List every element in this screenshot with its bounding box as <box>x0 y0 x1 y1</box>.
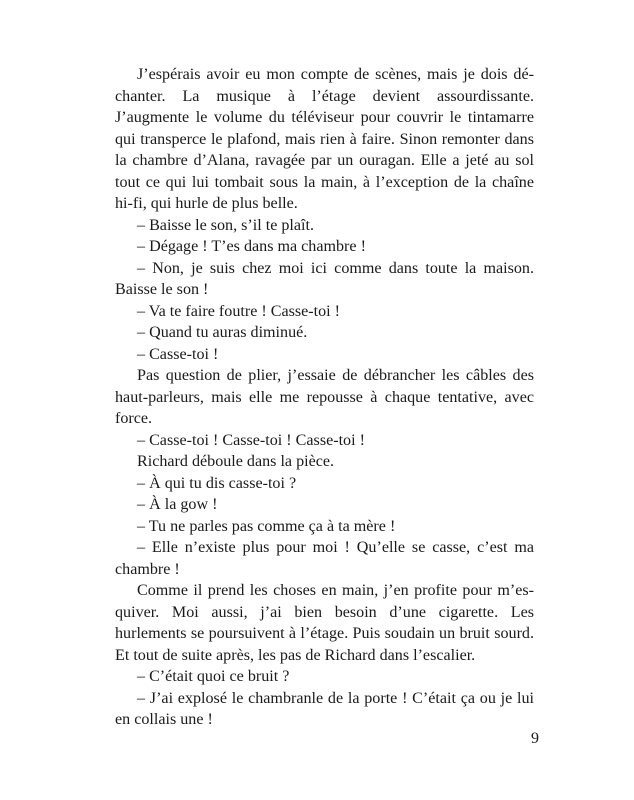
dialogue-line: – Dégage ! T’es dans ma chambre ! <box>137 238 366 255</box>
dialogue-line: – Baisse le son, s’il te plaît. <box>137 216 315 234</box>
page-number: 9 <box>531 730 539 747</box>
dialogue-line: – Va te faire foutre ! Casse-toi ! <box>137 302 341 320</box>
dialogue-line: – À la gow ! <box>137 496 218 513</box>
dialogue-line: – Tu ne parles pas comme ça à ta mère ! <box>137 517 396 535</box>
paragraph: Pas question de plier, j’essaie de débrancher les câbles des haut-parleurs, mais elle me repousse à chaque tentative, avec force. <box>115 367 534 427</box>
paragraph: Comme il prend les choses en main, j’en profite pour m’esquiver. Moi aussi, j’ai bien besoin d’une cigarette. Les hurlements se poursuivent à l’étage. Puis soudain un bruit sourd. Et tout de suite après, les pas de Richard dans l’escalier. <box>115 582 534 664</box>
dialogue-line: – Casse-toi ! Casse-toi ! Casse-toi ! <box>137 431 365 449</box>
dialogue-line: – Non, je suis chez moi ici comme dans toute la maison. Baisse le son ! <box>115 259 534 298</box>
dialogue-line: – Elle n’existe plus pour moi ! Qu’elle se casse, c’est ma chambre ! <box>115 539 534 578</box>
paragraph: J’espérais avoir eu mon compte de scènes, mais je dois déchanter. La musique à l’étage devient assourdissante. J’augmente le volume du téléviseur pour couvrir le tintamarre qui transperce le plafond, mais rien à faire. Sinon remonter dans la chambre d’Alana, ravagée par un ouragan. Elle a jeté au sol tout ce qui lui tombait sous la main, à l’exception de la chaîne hi-fi, qui hurle de plus belle. <box>115 66 534 212</box>
page-text <box>115 64 534 731</box>
dialogue-line: – À qui tu dis casse-toi ? <box>137 474 297 492</box>
dialogue-line: – J’ai explosé le chambranle de la porte ! C’était ça ou je lui en collais une ! <box>115 689 534 728</box>
dialogue-line: – C’était quoi ce bruit ? <box>137 668 290 685</box>
dialogue-line: – Casse-toi ! <box>137 345 219 363</box>
paragraph: Richard déboule dans la pièce. <box>137 453 335 470</box>
dialogue-line: – Quand tu auras diminué. <box>137 324 308 341</box>
